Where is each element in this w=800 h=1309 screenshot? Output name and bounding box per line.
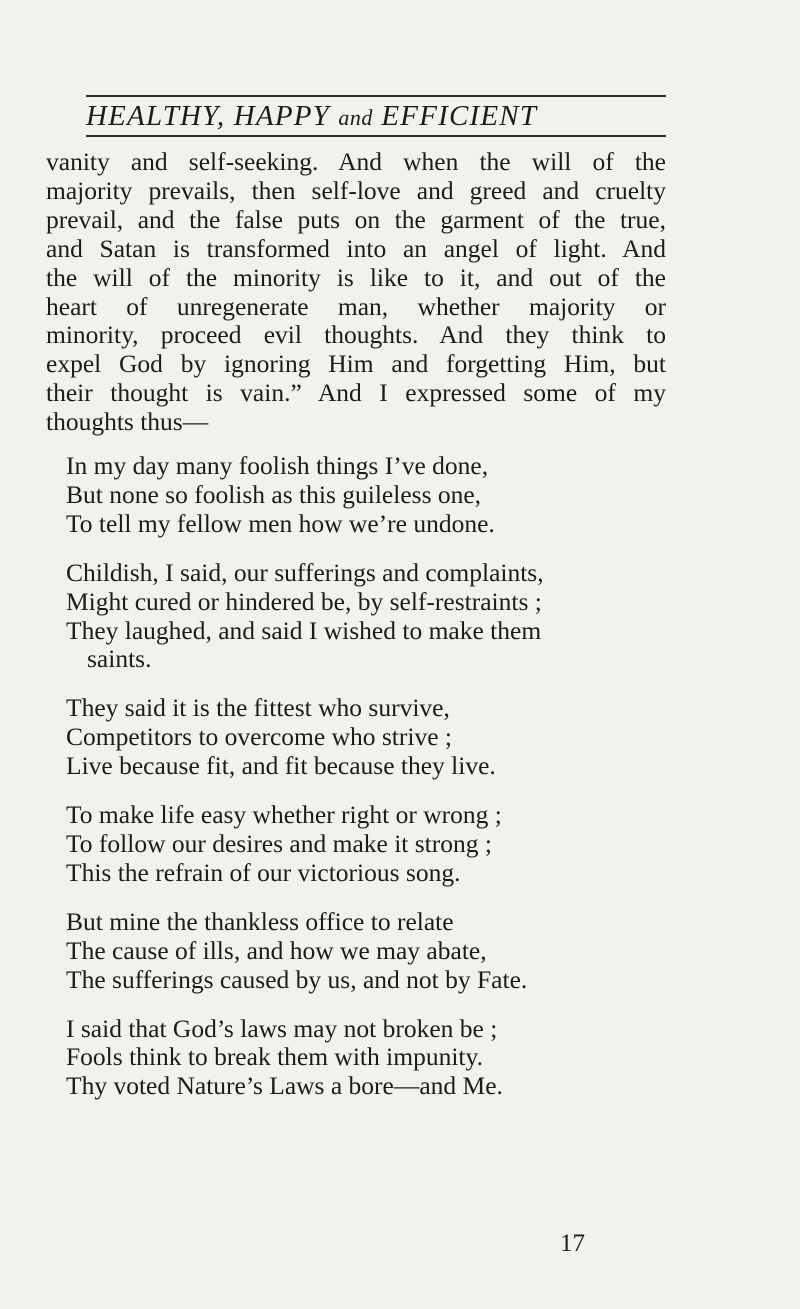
verse-line: Thy voted Nature’s Laws a bore—and Me. <box>66 1071 503 1101</box>
verse-line: Live because fit, and fit because they live. <box>66 751 496 781</box>
prose-line: and Satan is transformed into an angel of light. And <box>46 233 666 263</box>
verse-line: This the refrain of our victorious song. <box>66 857 461 887</box>
page-number: 17 <box>560 1230 585 1257</box>
verse-line: The cause of ills, and how we may abate, <box>66 935 487 965</box>
stanza-6 <box>66 1015 666 1102</box>
prose-line: expel God by ignoring Him and forgetting Him, but <box>46 349 666 379</box>
verse-line: Might cured or hindered be, by self-restraints ; <box>66 586 542 616</box>
verse-line: But mine the thankless office to relate <box>66 906 454 936</box>
running-head-and: and <box>338 105 373 130</box>
prose-line: prevail, and the false puts on the garment of the true, <box>46 204 666 234</box>
stanza-2 <box>66 559 666 675</box>
prose-line: vanity and self-seeking. And when the will of the <box>46 147 666 176</box>
verse-line: To tell my fellow men how we’re undone. <box>66 508 495 538</box>
verse-line: To make life easy whether right or wrong ; <box>66 800 502 830</box>
verse-line: The sufferings caused by us, and not by Fate. <box>66 964 528 994</box>
verse-line: They said it is the fittest who survive, <box>66 693 450 723</box>
running-head <box>86 100 666 134</box>
verse-line-continuation: saints. <box>87 644 152 674</box>
prose-paragraph <box>46 148 666 437</box>
running-head-part1: HEALTHY, HAPPY <box>86 100 339 132</box>
header-rule-top <box>86 95 666 97</box>
verse-line: Childish, I said, our sufferings and complaints, <box>66 557 544 587</box>
prose-line: majority prevails, then self-love and greed and cruelty <box>46 175 666 205</box>
header-rule-bottom <box>86 135 666 137</box>
verse-line: Competitors to overcome who strive ; <box>66 722 452 752</box>
stanza-3 <box>66 694 666 781</box>
prose-line: thoughts thus— <box>46 407 209 437</box>
poem <box>66 452 666 1121</box>
verse-line: I said that God’s laws may not broken be ; <box>66 1013 498 1043</box>
stanza-4 <box>66 801 666 888</box>
verse-line: They laughed, and said I wished to make them <box>66 615 542 645</box>
prose-line: their thought is vain.” And I expressed some of my <box>46 378 666 408</box>
prose-line: heart of unregenerate man, whether majority or <box>46 291 666 321</box>
verse-line: Fools think to break them with impunity. <box>66 1042 483 1072</box>
verse-line: But none so foolish as this guileless one, <box>66 479 482 509</box>
prose-line: minority, proceed evil thoughts. And they think to <box>46 320 666 350</box>
stanza-5 <box>66 908 666 995</box>
stanza-1 <box>66 452 666 539</box>
prose-line: the will of the minority is like to it, and out of the <box>46 262 666 292</box>
verse-line: To follow our desires and make it strong ; <box>66 828 492 858</box>
running-head-part2: EFFICIENT <box>372 100 538 132</box>
verse-line: In my day many foolish things I’ve done, <box>66 451 489 480</box>
